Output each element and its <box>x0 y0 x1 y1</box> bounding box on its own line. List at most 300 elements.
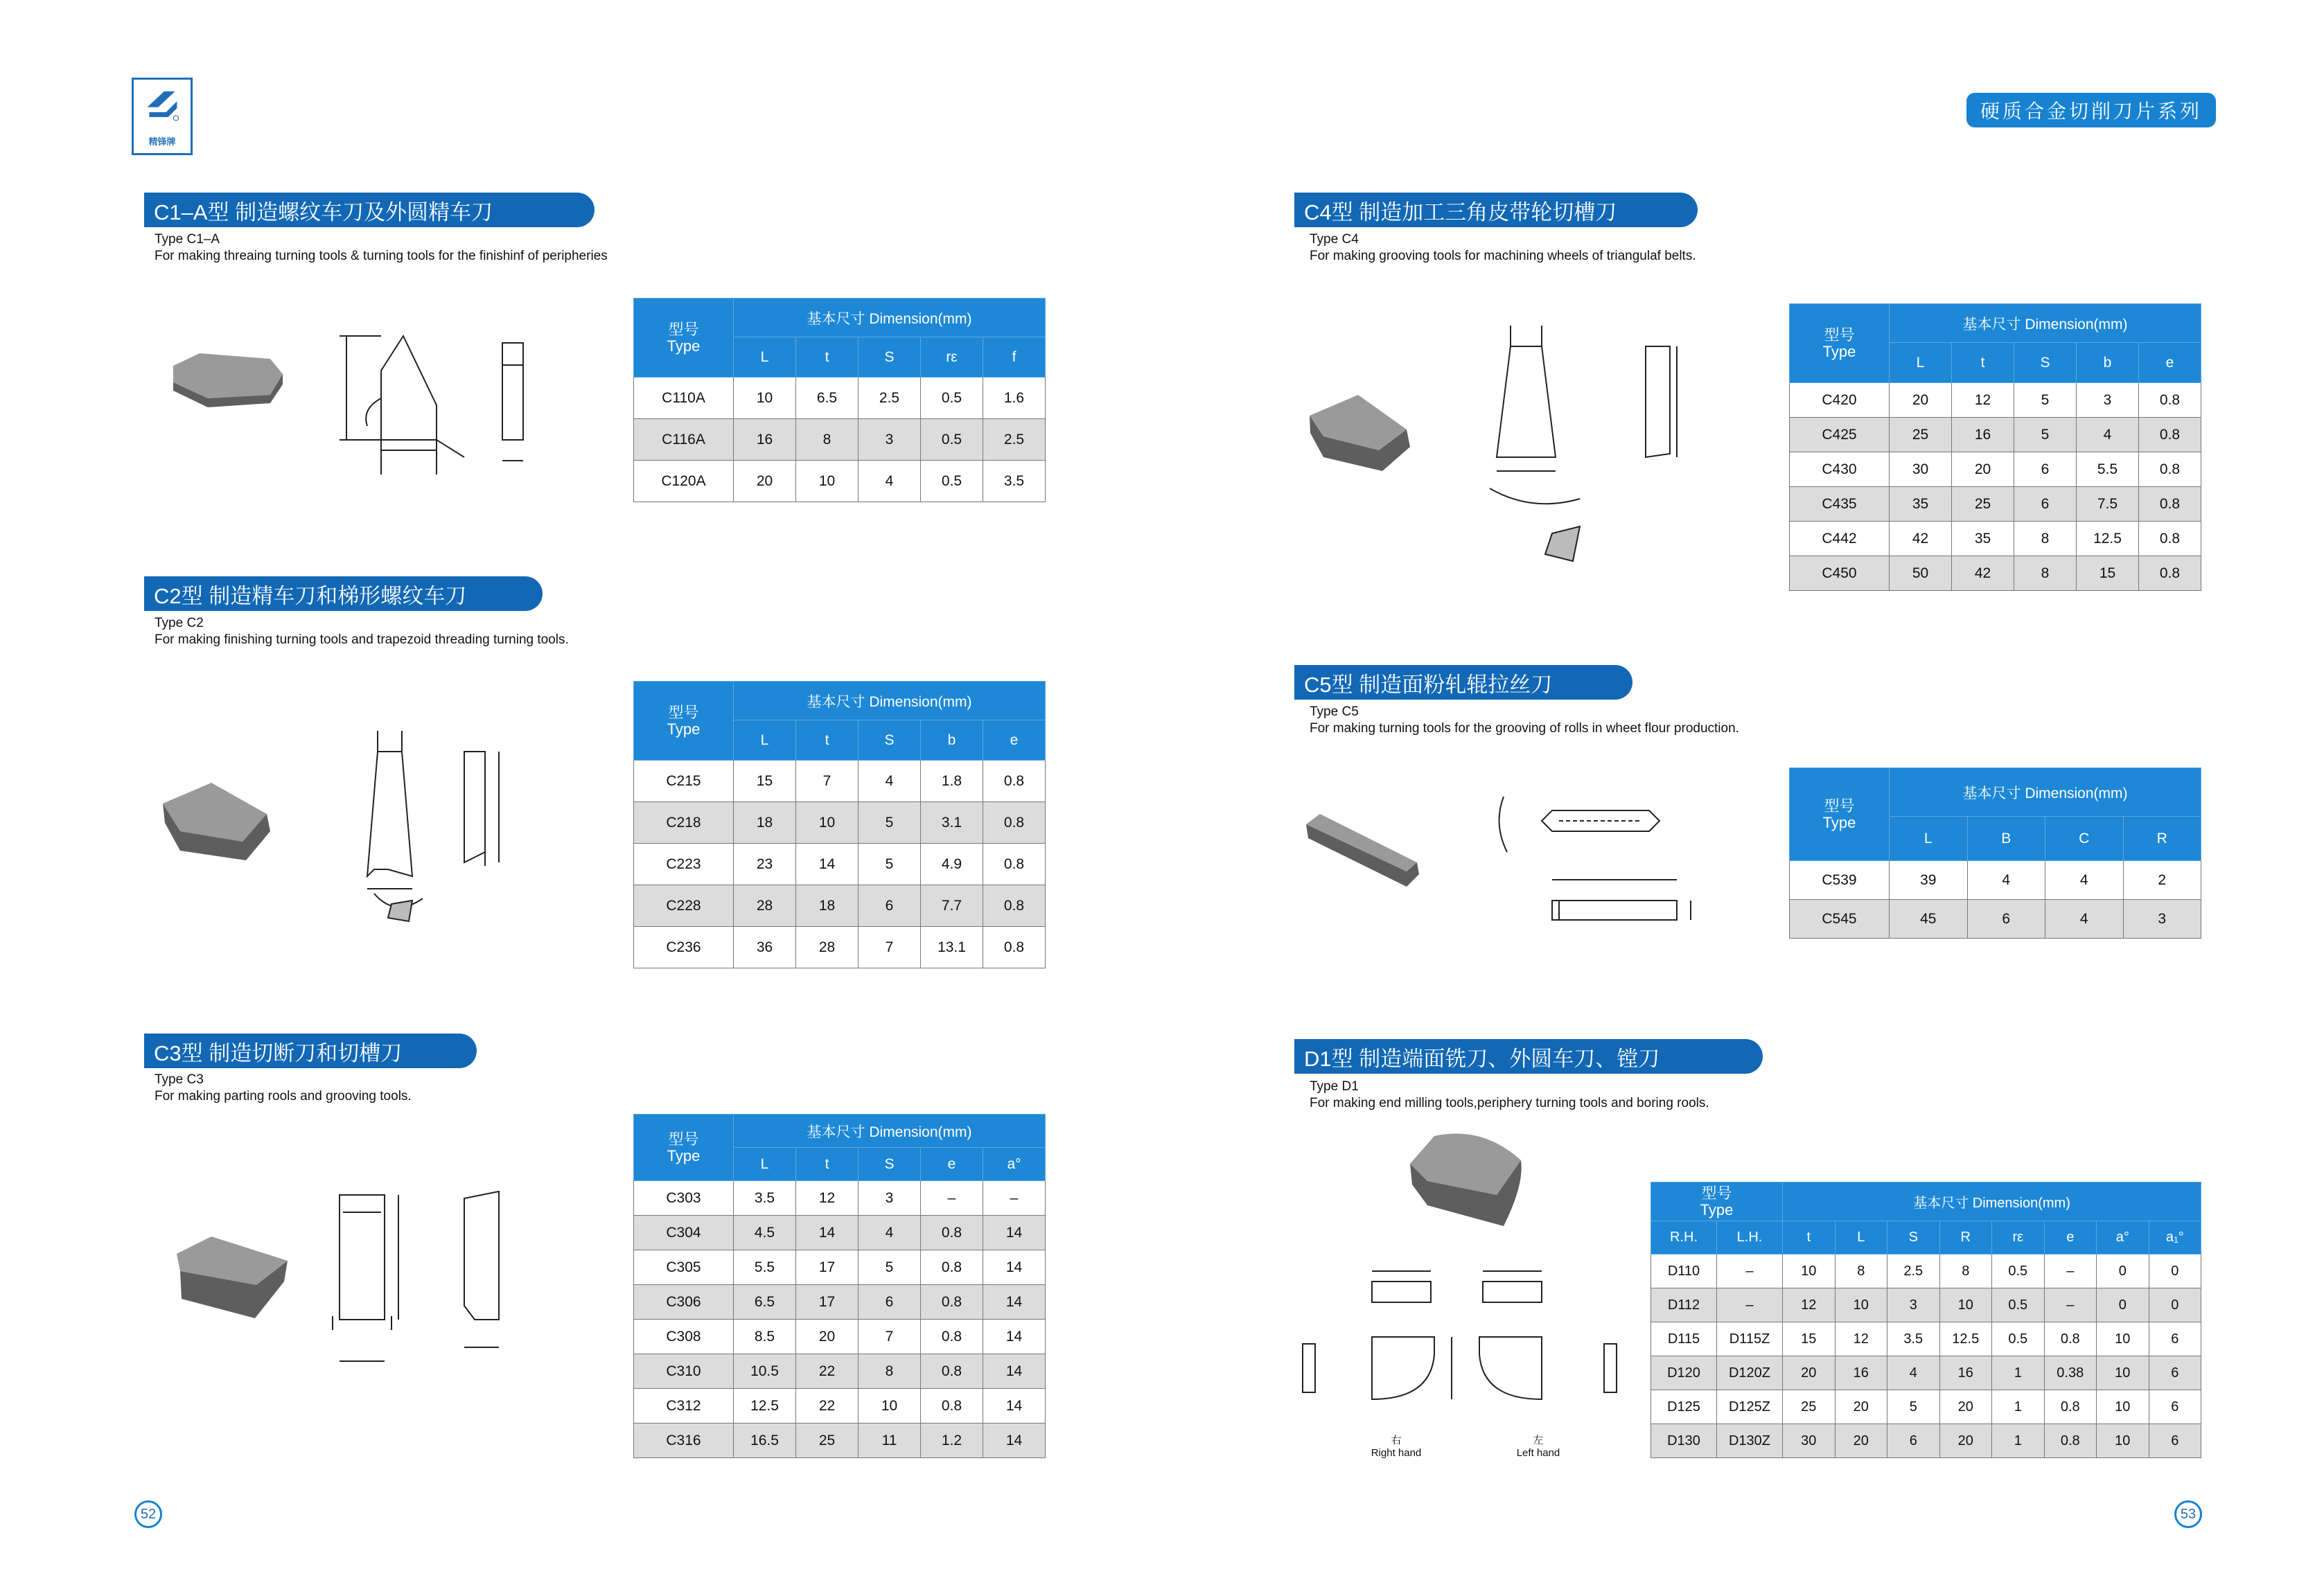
column-header: e <box>983 720 1046 761</box>
value-cell: 14 <box>983 1285 1046 1320</box>
value-cell: 23 <box>734 844 796 885</box>
type-line-c1a: Type C1–A <box>155 232 220 247</box>
value-cell: 1.2 <box>921 1424 983 1458</box>
value-cell: 0.8 <box>921 1216 983 1250</box>
column-header: L <box>1890 817 1968 861</box>
insert-3d-c2 <box>159 776 277 866</box>
value-cell: 16 <box>1952 418 2014 452</box>
table-row <box>1790 418 2201 452</box>
table-row <box>1790 487 2201 522</box>
type-header: 型号 Type <box>634 1115 734 1181</box>
model-cell: C223 <box>634 844 734 885</box>
spec-table-c3 <box>633 1114 1046 1458</box>
model-cell: D115 <box>1651 1322 1717 1356</box>
value-cell: 14 <box>983 1424 1046 1458</box>
column-header: t <box>796 1148 859 1181</box>
model-cell: C450 <box>1790 556 1890 591</box>
column-header: R <box>1939 1221 1992 1254</box>
value-cell: 20 <box>1939 1390 1992 1424</box>
spec-table-c2 <box>633 681 1046 968</box>
value-cell: 2.5 <box>1887 1254 1940 1288</box>
value-cell: 0.8 <box>2139 556 2201 591</box>
value-cell: 13.1 <box>921 927 983 968</box>
value-cell: 3.5 <box>734 1181 796 1216</box>
value-cell: 3.5 <box>1887 1322 1940 1356</box>
column-header: rε <box>921 337 983 378</box>
column-header: R.H. <box>1651 1221 1717 1254</box>
value-cell: 3 <box>859 419 921 461</box>
value-cell: 10 <box>734 378 796 419</box>
model-cell: C308 <box>634 1320 734 1354</box>
value-cell: 30 <box>1783 1424 1836 1458</box>
value-cell: – <box>2044 1254 2097 1288</box>
value-cell: 0.8 <box>921 1320 983 1354</box>
value-cell: 4 <box>859 1216 921 1250</box>
value-cell: 17 <box>796 1285 859 1320</box>
value-cell: 15 <box>1783 1322 1836 1356</box>
dimension-header: 基本尺寸 Dimension(mm) <box>734 1115 1046 1148</box>
value-cell: 22 <box>796 1354 859 1389</box>
value-cell: 14 <box>796 844 859 885</box>
column-header: B <box>1967 817 2045 861</box>
value-cell: 3 <box>2123 900 2201 939</box>
dimension-header: 基本尺寸 Dimension(mm) <box>1783 1182 2201 1221</box>
column-header: e <box>921 1148 983 1181</box>
table-row <box>634 1216 1046 1250</box>
value-cell: – <box>1717 1288 1783 1322</box>
value-cell: 25 <box>1890 418 1952 452</box>
model-cell: D125 <box>1651 1390 1717 1424</box>
value-cell: 6 <box>1887 1424 1940 1458</box>
column-header: rε <box>1992 1221 2045 1254</box>
left-hand-label: 左 Left hand <box>1516 1435 1560 1459</box>
table-row <box>1651 1322 2201 1356</box>
model-cell: C215 <box>634 761 734 802</box>
value-cell: 20 <box>1939 1424 1992 1458</box>
value-cell: 5 <box>1887 1390 1940 1424</box>
model-cell: D112 <box>1651 1288 1717 1322</box>
value-cell: 12.5 <box>1939 1322 1992 1356</box>
value-cell: 5 <box>859 844 921 885</box>
value-cell: 8 <box>2014 556 2077 591</box>
value-cell: 0.8 <box>2044 1424 2097 1458</box>
type-line-c3: Type C3 <box>155 1072 204 1087</box>
column-header: t <box>796 337 859 378</box>
value-cell: 18 <box>734 802 796 844</box>
value-cell: 6.5 <box>796 378 859 419</box>
value-cell: 8.5 <box>734 1320 796 1354</box>
value-cell: 20 <box>1952 452 2014 487</box>
value-cell: 4.9 <box>921 844 983 885</box>
value-cell: 8 <box>2014 522 2077 556</box>
table-row <box>1651 1390 2201 1424</box>
model-cell: C228 <box>634 885 734 927</box>
column-header: b <box>921 720 983 761</box>
desc-c2: For making finishing turning tools and trapezoid threading turning tools. <box>155 632 569 647</box>
value-cell: 0.8 <box>2139 522 2201 556</box>
value-cell: 5 <box>2014 418 2077 452</box>
desc-c1a: For making threaing turning tools & turning tools for the finishinf of peripheries <box>155 249 608 263</box>
value-cell: 18 <box>796 885 859 927</box>
value-cell: 16.5 <box>734 1424 796 1458</box>
column-header: C <box>2045 817 2124 861</box>
value-cell: 4 <box>2045 861 2124 900</box>
table-row <box>1790 383 2201 418</box>
value-cell: 5 <box>859 802 921 844</box>
value-cell: 5.5 <box>734 1250 796 1285</box>
value-cell: 6.5 <box>734 1285 796 1320</box>
drawing-d1 <box>1296 1261 1628 1420</box>
value-cell: D130Z <box>1717 1424 1783 1458</box>
column-header: f <box>983 337 1046 378</box>
column-header: L.H. <box>1717 1221 1783 1254</box>
value-cell: 4.5 <box>734 1216 796 1250</box>
model-cell: C425 <box>1790 418 1890 452</box>
value-cell: 6 <box>1967 900 2045 939</box>
model-cell: C116A <box>634 419 734 461</box>
value-cell: 0 <box>2097 1254 2149 1288</box>
insert-3d-c5 <box>1303 810 1424 890</box>
value-cell: 0.8 <box>983 927 1046 968</box>
value-cell: 25 <box>1952 487 2014 522</box>
drawing-c5 <box>1490 776 1718 942</box>
value-cell: 6 <box>2149 1322 2201 1356</box>
column-header: a₁° <box>2149 1221 2201 1254</box>
drawing-c1a <box>326 287 554 488</box>
insert-3d-c4 <box>1306 391 1420 475</box>
type-line-c4: Type C4 <box>1310 232 1359 247</box>
value-cell: 3.5 <box>983 461 1046 502</box>
column-header: L <box>1835 1221 1887 1254</box>
value-cell: 4 <box>2077 418 2139 452</box>
model-cell: C236 <box>634 927 734 968</box>
model-cell: C430 <box>1790 452 1890 487</box>
model-cell: C312 <box>634 1389 734 1424</box>
value-cell: 8 <box>859 1354 921 1389</box>
type-header: 型号 Type <box>1790 304 1890 383</box>
table-row <box>634 885 1046 927</box>
value-cell: 2.5 <box>859 378 921 419</box>
column-header: L <box>734 1148 796 1181</box>
table-row <box>1790 556 2201 591</box>
column-header: S <box>1887 1221 1940 1254</box>
value-cell: 6 <box>2014 452 2077 487</box>
column-header: L <box>734 337 796 378</box>
value-cell: 6 <box>2149 1356 2201 1390</box>
value-cell: 8 <box>796 419 859 461</box>
table-row <box>1651 1254 2201 1288</box>
drawing-c4 <box>1469 298 1691 575</box>
type-line-c2: Type C2 <box>155 616 204 630</box>
value-cell: 22 <box>796 1389 859 1424</box>
model-cell: C442 <box>1790 522 1890 556</box>
value-cell: 10.5 <box>734 1354 796 1389</box>
value-cell: 10 <box>1783 1254 1836 1288</box>
value-cell: 14 <box>983 1250 1046 1285</box>
section-title-c1a: C1–A型 制造螺纹车刀及外圆精车刀 <box>144 193 595 227</box>
value-cell: 5.5 <box>2077 452 2139 487</box>
value-cell: 0.8 <box>2139 383 2201 418</box>
column-header: S <box>859 337 921 378</box>
drawing-c3 <box>298 1185 520 1385</box>
value-cell: 0.5 <box>921 378 983 419</box>
model-cell: C435 <box>1790 487 1890 522</box>
column-header: S <box>2014 343 2077 383</box>
value-cell: 7 <box>859 927 921 968</box>
value-cell: 0.8 <box>921 1354 983 1389</box>
value-cell: 3 <box>1887 1288 1940 1322</box>
value-cell: 3.1 <box>921 802 983 844</box>
table-row <box>1790 861 2201 900</box>
value-cell: 14 <box>983 1320 1046 1354</box>
value-cell: 0.8 <box>983 802 1046 844</box>
value-cell: 10 <box>1939 1288 1992 1322</box>
value-cell: 0.8 <box>921 1389 983 1424</box>
table-row <box>634 1250 1046 1285</box>
value-cell: 4 <box>1887 1356 1940 1390</box>
value-cell: 45 <box>1890 900 1968 939</box>
section-title-c5: C5型 制造面粉轧辊拉丝刀 <box>1294 665 1632 700</box>
value-cell: 7 <box>796 761 859 802</box>
column-header: R <box>2123 817 2201 861</box>
table-row <box>1651 1424 2201 1458</box>
value-cell: 10 <box>2097 1424 2149 1458</box>
insert-3d-c1a <box>166 346 291 423</box>
model-cell: C110A <box>634 378 734 419</box>
table-row <box>634 761 1046 802</box>
value-cell: 14 <box>983 1354 1046 1389</box>
type-line-d1: Type D1 <box>1310 1079 1359 1094</box>
table-row <box>634 1424 1046 1458</box>
page-number-right: 53 <box>2174 1500 2202 1528</box>
column-header: e <box>2139 343 2201 383</box>
value-cell: 0.8 <box>2044 1390 2097 1424</box>
value-cell: 1.8 <box>921 761 983 802</box>
value-cell: 0.8 <box>983 844 1046 885</box>
model-cell: C303 <box>634 1181 734 1216</box>
model-cell: D120 <box>1651 1356 1717 1390</box>
spec-table-c4 <box>1789 303 2201 591</box>
value-cell: 16 <box>1939 1356 1992 1390</box>
value-cell: 39 <box>1890 861 1968 900</box>
column-header: t <box>1783 1221 1836 1254</box>
column-header: b <box>2077 343 2139 383</box>
model-cell: C420 <box>1790 383 1890 418</box>
value-cell: 1 <box>1992 1356 2045 1390</box>
value-cell: 7.7 <box>921 885 983 927</box>
model-cell: C316 <box>634 1424 734 1458</box>
value-cell: 0.8 <box>2139 418 2201 452</box>
model-cell: C305 <box>634 1250 734 1285</box>
value-cell: 10 <box>859 1389 921 1424</box>
insert-3d-c3 <box>173 1230 291 1323</box>
spec-table-d1 <box>1650 1182 2201 1458</box>
value-cell: – <box>2044 1288 2097 1322</box>
value-cell: 0.8 <box>921 1250 983 1285</box>
value-cell: D125Z <box>1717 1390 1783 1424</box>
column-header: L <box>734 720 796 761</box>
value-cell: 5 <box>2014 383 2077 418</box>
value-cell: 12 <box>1783 1288 1836 1322</box>
series-label: 硬质合金切削刀片系列 <box>1966 93 2216 127</box>
value-cell: 42 <box>1890 522 1952 556</box>
value-cell: 10 <box>796 461 859 502</box>
table-row <box>634 802 1046 844</box>
model-cell: D110 <box>1651 1254 1717 1288</box>
value-cell: 6 <box>2014 487 2077 522</box>
value-cell: 6 <box>2149 1424 2201 1458</box>
column-header: S <box>859 1148 921 1181</box>
value-cell: 0.8 <box>2044 1322 2097 1356</box>
value-cell: 28 <box>734 885 796 927</box>
table-row <box>634 378 1046 419</box>
value-cell: 4 <box>2045 900 2124 939</box>
value-cell: 0.5 <box>921 419 983 461</box>
table-row <box>1651 1356 2201 1390</box>
value-cell: 0.8 <box>2139 452 2201 487</box>
section-title-c3: C3型 制造切断刀和切槽刀 <box>144 1034 477 1068</box>
value-cell: 4 <box>859 461 921 502</box>
value-cell: 12 <box>796 1181 859 1216</box>
table-row <box>1790 522 2201 556</box>
value-cell: 1.6 <box>983 378 1046 419</box>
value-cell: 0.8 <box>983 885 1046 927</box>
value-cell: 20 <box>1835 1424 1887 1458</box>
value-cell: 50 <box>1890 556 1952 591</box>
value-cell: 0.5 <box>1992 1254 2045 1288</box>
value-cell: 10 <box>1835 1288 1887 1322</box>
desc-d1: For making end milling tools,periphery turning tools and boring rools. <box>1310 1096 1709 1110</box>
spec-table-c1a <box>633 298 1046 502</box>
insert-3d-d1 <box>1407 1129 1531 1233</box>
value-cell: 7 <box>859 1320 921 1354</box>
value-cell: 4 <box>859 761 921 802</box>
column-header: e <box>2044 1221 2097 1254</box>
value-cell: 0 <box>2149 1254 2201 1288</box>
value-cell: 12.5 <box>734 1389 796 1424</box>
value-cell: 0.8 <box>983 761 1046 802</box>
table-row <box>634 927 1046 968</box>
table-row <box>634 1181 1046 1216</box>
value-cell: 0.5 <box>1992 1322 2045 1356</box>
section-title-d1: D1型 制造端面铣刀、外圆车刀、镗刀 <box>1294 1039 1763 1074</box>
value-cell: 1 <box>1992 1390 2045 1424</box>
type-header: 型号 Type <box>1790 768 1890 861</box>
value-cell: 20 <box>1835 1390 1887 1424</box>
desc-c4: For making grooving tools for machining wheels of triangulaf belts. <box>1310 249 1696 263</box>
value-cell: D120Z <box>1717 1356 1783 1390</box>
value-cell: 20 <box>796 1320 859 1354</box>
value-cell: 12.5 <box>2077 522 2139 556</box>
dimension-header: 基本尺寸 Dimension(mm) <box>734 299 1046 337</box>
logo-text: 精锋牌 <box>148 136 176 147</box>
table-row <box>634 1320 1046 1354</box>
value-cell: 4 <box>1967 861 2045 900</box>
type-header: 型号 Type <box>634 682 734 761</box>
column-header: t <box>1952 343 2014 383</box>
spec-table-c5 <box>1789 768 2201 939</box>
value-cell: 42 <box>1952 556 2014 591</box>
value-cell: 6 <box>859 1285 921 1320</box>
value-cell: 25 <box>796 1424 859 1458</box>
value-cell: 12 <box>1835 1322 1887 1356</box>
section-title-c4: C4型 制造加工三角皮带轮切槽刀 <box>1294 193 1698 227</box>
value-cell: 36 <box>734 927 796 968</box>
value-cell: 35 <box>1890 487 1952 522</box>
model-cell: D130 <box>1651 1424 1717 1458</box>
model-cell: C306 <box>634 1285 734 1320</box>
type-header: 型号 Type <box>1651 1182 1783 1221</box>
value-cell: 0 <box>2149 1288 2201 1322</box>
drawing-c2 <box>346 717 547 925</box>
value-cell: 11 <box>859 1424 921 1458</box>
table-row <box>1790 452 2201 487</box>
value-cell: 8 <box>1835 1254 1887 1288</box>
value-cell: 17 <box>796 1250 859 1285</box>
value-cell: 0 <box>2097 1288 2149 1322</box>
model-cell: C304 <box>634 1216 734 1250</box>
value-cell: 20 <box>734 461 796 502</box>
value-cell: 3 <box>2077 383 2139 418</box>
desc-c3: For making parting rools and grooving tools. <box>155 1089 412 1103</box>
value-cell: 6 <box>859 885 921 927</box>
value-cell: 2 <box>2123 861 2201 900</box>
dimension-header: 基本尺寸 Dimension(mm) <box>1890 304 2201 343</box>
value-cell: 0.8 <box>2139 487 2201 522</box>
dimension-header: 基本尺寸 Dimension(mm) <box>1890 768 2201 817</box>
table-row <box>634 844 1046 885</box>
value-cell: 0.5 <box>1992 1288 2045 1322</box>
model-cell: C310 <box>634 1354 734 1389</box>
page-number-left: 52 <box>134 1500 162 1528</box>
model-cell: C545 <box>1790 900 1890 939</box>
value-cell: 0.38 <box>2044 1356 2097 1390</box>
brand-logo <box>132 78 193 155</box>
value-cell: 10 <box>796 802 859 844</box>
table-row <box>1790 900 2201 939</box>
table-row <box>634 419 1046 461</box>
value-cell: 2.5 <box>983 419 1046 461</box>
value-cell: 10 <box>2097 1390 2149 1424</box>
right-hand-label: 右 Right hand <box>1371 1435 1422 1459</box>
column-header: S <box>859 720 921 761</box>
column-header: a° <box>2097 1221 2149 1254</box>
table-row <box>634 461 1046 502</box>
value-cell: 35 <box>1952 522 2014 556</box>
value-cell: 10 <box>2097 1356 2149 1390</box>
value-cell: 5 <box>859 1250 921 1285</box>
value-cell: 1 <box>1992 1424 2045 1458</box>
table-row <box>634 1285 1046 1320</box>
value-cell: 14 <box>983 1216 1046 1250</box>
value-cell: 10 <box>2097 1322 2149 1356</box>
value-cell: 14 <box>796 1216 859 1250</box>
value-cell: 6 <box>2149 1390 2201 1424</box>
value-cell: – <box>1717 1254 1783 1288</box>
table-row <box>634 1354 1046 1389</box>
model-cell: C218 <box>634 802 734 844</box>
table-row <box>634 1389 1046 1424</box>
value-cell: 16 <box>1835 1356 1887 1390</box>
value-cell: – <box>983 1181 1046 1216</box>
type-line-c5: Type C5 <box>1310 704 1359 719</box>
value-cell: 7.5 <box>2077 487 2139 522</box>
value-cell: D115Z <box>1717 1322 1783 1356</box>
value-cell: 25 <box>1783 1390 1836 1424</box>
value-cell: 30 <box>1890 452 1952 487</box>
value-cell: 16 <box>734 419 796 461</box>
column-header: t <box>796 720 859 761</box>
